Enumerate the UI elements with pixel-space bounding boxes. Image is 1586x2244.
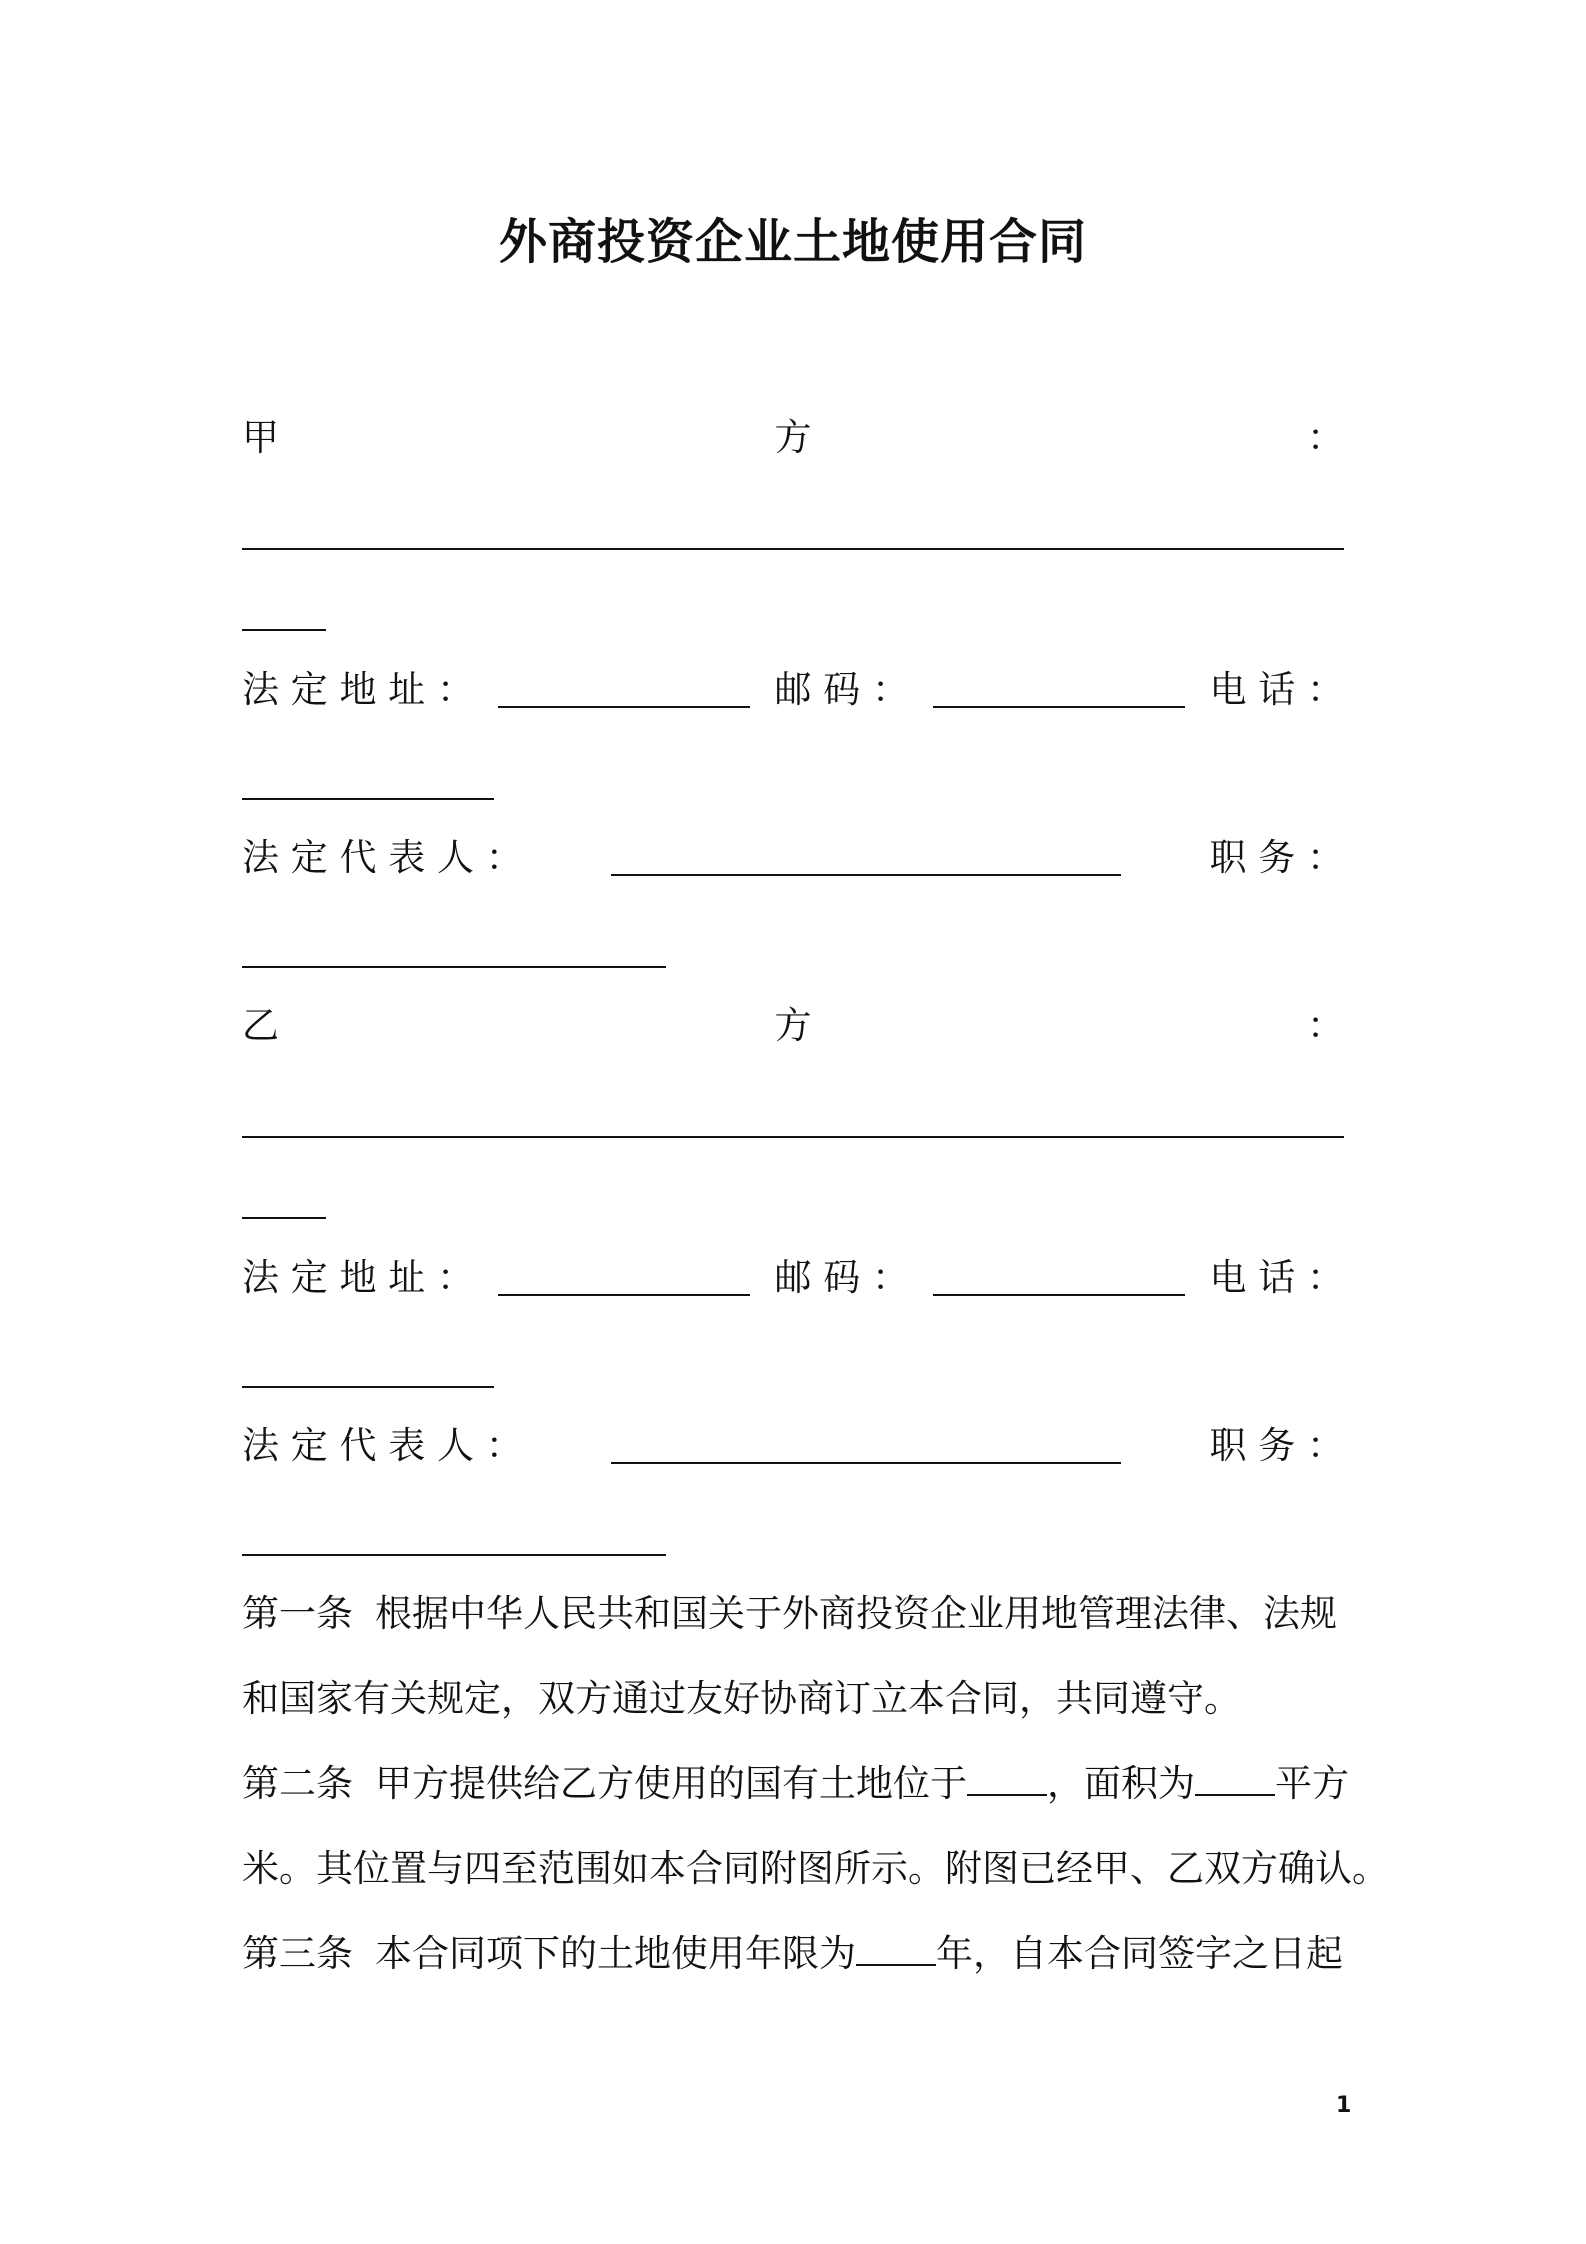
article-2-line-2 — [242, 1844, 1389, 1894]
party-a-line — [242, 413, 1344, 463]
party-b-name-blank[interactable] — [242, 1136, 1344, 1138]
document-title: 外商投资企业土地使用合同 — [498, 214, 1087, 270]
article-3-text-b: 年，自本合同签字之日起 — [936, 1932, 1343, 1975]
article-2-heading: 第二条 — [242, 1762, 353, 1805]
party-b-phone-label: 电 话 ： — [1209, 1256, 1344, 1299]
article-2-text-b: ，面积为 — [1047, 1762, 1195, 1805]
party-b-rep-line — [242, 1421, 1344, 1471]
party-b-phone-blank[interactable] — [242, 1386, 494, 1388]
party-a-name-blank-cont[interactable] — [242, 629, 326, 631]
party-b-position-label: 职 务 ： — [1209, 1424, 1344, 1467]
party-a-address-blank[interactable] — [498, 672, 750, 708]
party-a-address-label: 法 定 地 址 ： — [242, 668, 475, 711]
party-a-postcode-blank[interactable] — [933, 672, 1185, 708]
article-2-text-c: 平方 — [1275, 1762, 1349, 1805]
party-b-rep-label: 法 定 代 表 人 ： — [242, 1424, 523, 1467]
article-3-line-1 — [242, 1929, 1344, 1979]
party-a-phone-blank[interactable] — [242, 798, 494, 800]
article-3-years-blank[interactable] — [856, 1930, 936, 1966]
party-b-address-blank[interactable] — [498, 1260, 750, 1296]
party-a-position-label: 职 务 ： — [1209, 836, 1344, 879]
party-a-name-blank[interactable] — [242, 548, 1344, 550]
party-b-label-mid: 方 — [774, 1004, 812, 1047]
party-b-postcode-label: 邮 码 ： — [774, 1256, 910, 1299]
article-2-text-cont: 米。其位置与四至范围如本合同附图所示。附图已经甲、乙双方确认。 — [242, 1847, 1389, 1890]
article-1-heading: 第一条 — [242, 1592, 353, 1635]
article-1-line-2 — [242, 1674, 1344, 1724]
party-b-rep-blank[interactable] — [611, 1428, 1121, 1464]
article-3-text-a: 本合同项下的土地使用年限为 — [375, 1932, 856, 1975]
party-a-rep-line — [242, 833, 1344, 883]
party-a-colon: ： — [1307, 416, 1344, 459]
party-b-postcode-blank[interactable] — [933, 1260, 1185, 1296]
party-a-label-mid: 方 — [774, 416, 812, 459]
party-b-position-blank[interactable] — [242, 1554, 666, 1556]
party-b-colon: ： — [1307, 1004, 1344, 1047]
party-a-label: 甲 — [242, 416, 279, 459]
article-2-text-a: 甲方提供给乙方使用的国有土地位于 — [375, 1762, 967, 1805]
party-b-line — [242, 1001, 1344, 1051]
party-b-name-blank-cont[interactable] — [242, 1217, 326, 1219]
article-1-text: 根据中华人民共和国关于外商投资企业用地管理法律、法规 — [375, 1592, 1337, 1635]
party-a-position-blank[interactable] — [242, 966, 666, 968]
article-2-line-1 — [242, 1759, 1349, 1809]
party-a-phone-label: 电 话 ： — [1209, 668, 1344, 711]
party-a-address-line — [242, 665, 1344, 715]
party-b-address-line — [242, 1253, 1344, 1303]
party-a-rep-label: 法 定 代 表 人 ： — [242, 836, 523, 879]
party-b-address-label: 法 定 地 址 ： — [242, 1256, 475, 1299]
article-3-heading: 第三条 — [242, 1932, 353, 1975]
article-1-line-1 — [242, 1589, 1344, 1639]
article-2-location-blank[interactable] — [967, 1760, 1047, 1796]
party-a-rep-blank[interactable] — [611, 840, 1121, 876]
article-1-text-cont: 和国家有关规定，双方通过友好协商订立本合同，共同遵守。 — [242, 1677, 1241, 1720]
party-b-label: 乙 — [242, 1004, 279, 1047]
party-a-postcode-label: 邮 码 ： — [774, 668, 910, 711]
page-number: 1 — [1336, 2093, 1352, 2118]
article-2-area-blank[interactable] — [1195, 1760, 1275, 1796]
